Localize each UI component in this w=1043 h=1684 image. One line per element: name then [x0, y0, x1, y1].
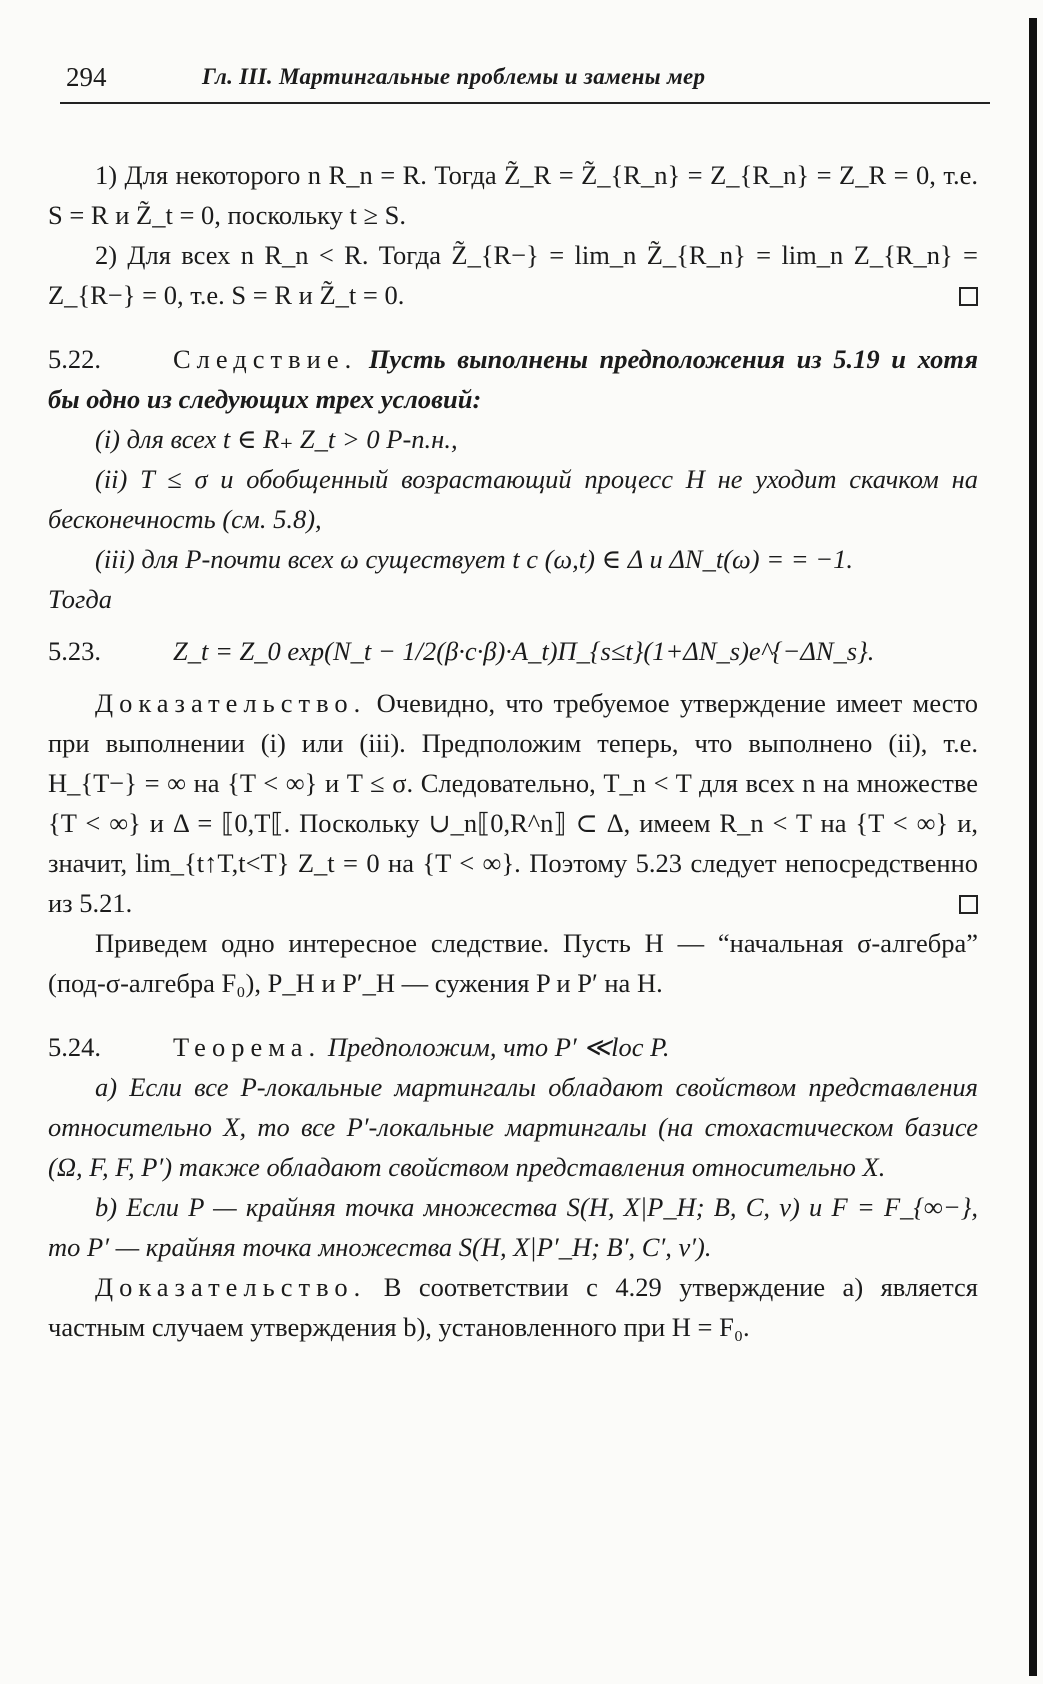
corollary-label: Следствие. — [173, 344, 358, 374]
proof-5-24 — [48, 1267, 978, 1347]
header-rule — [60, 102, 990, 104]
remark-paragraph: Приведем одно интересное следствие. Пусть H — “начальная σ-алгебра” (под-σ-алгебра F₀), P_H и P′_H — сужения P и P′ на H. — [48, 928, 978, 998]
proof-label: Доказательство. — [95, 1272, 367, 1302]
theorem-part-a: a) Если все P-локальные мартингалы обладают свойством представления относительно X, то все P′-локальные мартингалы (на стохастическом базисе (Ω, F, F, P′) также обладают свойством представления относительно X. — [48, 1072, 978, 1182]
theorem-label: Теорема. — [173, 1032, 322, 1062]
formula-number: 5.23. — [48, 636, 101, 666]
theorem-5-24 — [48, 1027, 978, 1067]
proof-5-22 — [48, 683, 978, 923]
corollary-then: Тогда — [48, 584, 113, 614]
qed-square-icon — [959, 287, 978, 306]
page-number: 294 — [66, 62, 107, 92]
condition-iii: (iii) для P-почти всех ω существует t с (ω,t) ∈ Δ и ΔN_t(ω) = = −1. — [95, 544, 853, 574]
theorem-part-b: b) Если P — крайняя точка множества S(H, X|P_H; B, C, ν) и F = F_{∞−}, то P′ — крайняя точка множества S(H, X|P′_H; B′, C′, ν′). — [48, 1192, 978, 1262]
theorem-number: 5.24. — [48, 1032, 101, 1062]
condition-ii: (ii) T ≤ σ и обобщенный возрастающий процесс H не уходит скачком на бесконечность (см. 5.8), — [48, 464, 978, 534]
formula-5-23 — [48, 631, 978, 671]
formula-text: Z_t = Z_0 exp(N_t − 1/2(β·c·β)·A_t)Π_{s≤t}(1+ΔN_s)e^{−ΔN_s}. — [173, 636, 875, 666]
proof-case-2-text: 2) Для всех n R_n < R. Тогда Z̃_{R−} = lim_n Z̃_{R_n} = lim_n Z_{R_n} = Z_{R−} = 0, т.е. S = R и Z̃_t = 0. — [48, 240, 978, 310]
page-body — [48, 155, 978, 1347]
corollary-intro: Пусть выполнены предположения из 5.19 и хотя бы одно из следующих трех условий: — [48, 344, 978, 414]
page-header — [66, 62, 986, 102]
running-head: Гл. III. Мартингальные проблемы и замены мер — [202, 64, 706, 89]
theorem-statement: Предположим, что P′ ≪loc P. — [327, 1032, 670, 1062]
corollary-5-22 — [48, 339, 978, 419]
proof-text: Очевидно, что требуемое утверждение имеет место при выполнении (i) или (iii). Предположим теперь, что выполнено (ii), т.е. H_{T−} = ∞ на {T < ∞} и T ≤ σ. Следовательно, T_n < T для всех n на множестве {T < ∞} и Δ = ⟦0,T⟦. Поскольку ∪_n⟦0,R^n⟧ ⊂ Δ, имеем R_n < T на {T < ∞} и, значит, lim_{t↑T,t<T} Z_t = 0 на {T < ∞}. Поэтому 5.23 следует непосредственно из 5.21. — [48, 688, 978, 918]
proof-text: В соответствии с 4.29 утверждение a) является частным случаем утверждения b), установленного при H = F₀. — [48, 1272, 978, 1342]
qed-square-icon — [959, 895, 978, 914]
condition-i: (i) для всех t ∈ R₊ Z_t > 0 P-п.н., — [95, 424, 458, 454]
page-edge-rule — [1029, 18, 1037, 1676]
corollary-number: 5.22. — [48, 344, 101, 374]
proof-case-2 — [48, 235, 978, 315]
proof-label: Доказательство. — [95, 688, 367, 718]
proof-case-1: 1) Для некоторого n R_n = R. Тогда Z̃_R = Z̃_{R_n} = Z_{R_n} = Z_R = 0, т.е. S = R и Z̃_t = 0, поскольку t ≥ S. — [48, 160, 978, 230]
